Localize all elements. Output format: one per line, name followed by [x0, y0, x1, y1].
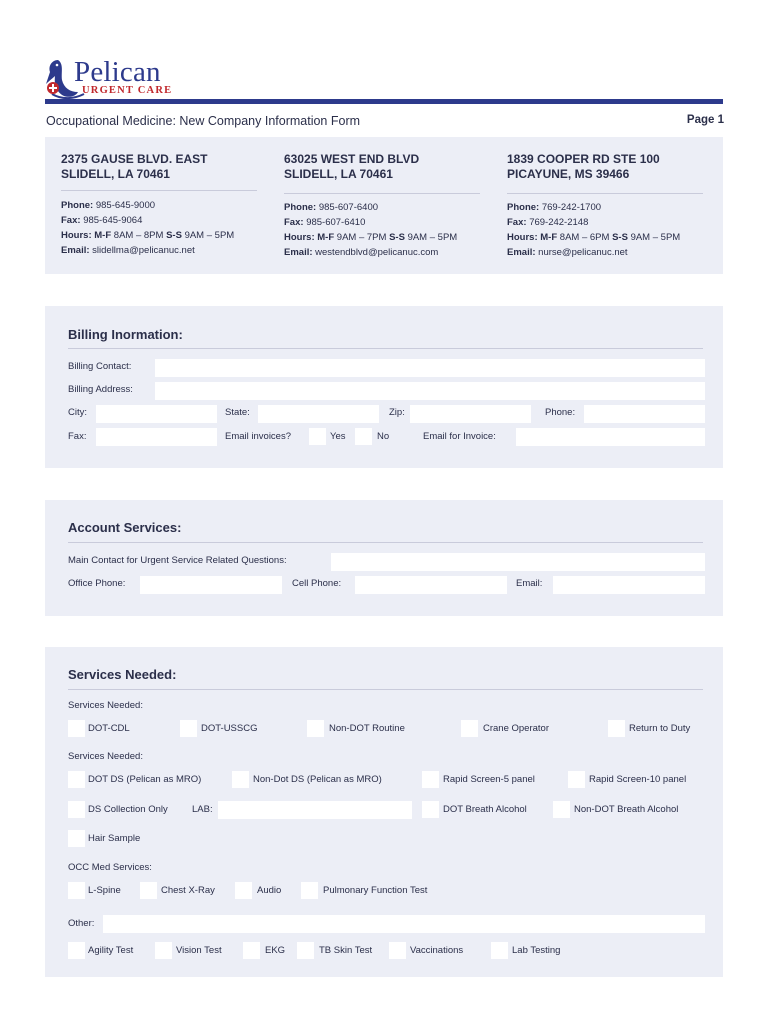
account-email-input[interactable]: [553, 576, 705, 594]
email-for-invoice-label: Email for Invoice:: [423, 431, 496, 442]
email-invoices-label: Email invoices?: [225, 431, 291, 442]
billing-address-label: Billing Address:: [68, 384, 133, 395]
non-dot-ds-checkbox[interactable]: [232, 771, 249, 788]
location-phone: 985-607-6400: [318, 202, 379, 213]
lab-testing-checkbox[interactable]: [491, 942, 508, 959]
phone-label: Phone:: [284, 202, 317, 213]
vision-test-checkbox[interactable]: [155, 942, 172, 959]
location-divider: [61, 190, 257, 191]
ekg-label: EKG: [265, 945, 286, 956]
email-label: Email:: [284, 247, 313, 258]
state-label: State:: [225, 407, 250, 418]
hours-weekday-label: M-F: [317, 232, 335, 243]
hair-sample-checkbox[interactable]: [68, 830, 85, 847]
location-address-line2: PICAYUNE, MS 39466: [507, 167, 630, 181]
other-input[interactable]: [103, 915, 705, 933]
hours-weekend-label: S-S: [612, 232, 628, 243]
form-title: Occupational Medicine: New Company Information Form: [46, 114, 361, 128]
dot-breath-alcohol-label: DOT Breath Alcohol: [443, 804, 527, 815]
non-dot-routine-checkbox[interactable]: [307, 720, 324, 737]
rapid-screen-10-label: Rapid Screen-10 panel: [589, 774, 687, 785]
non-dot-ds-label: Non-Dot DS (Pelican as MRO): [253, 774, 382, 785]
billing-contact-label: Billing Contact:: [68, 361, 132, 372]
vaccinations-label: Vaccinations: [410, 945, 464, 956]
chest-xray-label: Chest X-Ray: [161, 885, 215, 896]
vaccinations-checkbox[interactable]: [389, 942, 406, 959]
hours-weekend: 9AM – 5PM: [184, 230, 235, 241]
services-section-title: Services Needed:: [68, 667, 177, 682]
rapid-screen-5-checkbox[interactable]: [422, 771, 439, 788]
hours-weekend-label: S-S: [389, 232, 405, 243]
location-address-line2: SLIDELL, LA 70461: [284, 167, 393, 181]
email-invoices-no-checkbox[interactable]: [355, 428, 372, 445]
hours-weekday: 8AM – 6PM: [559, 232, 610, 243]
location-email: slidellma@pelicanuc.net: [92, 245, 195, 256]
lab-input[interactable]: [218, 801, 412, 819]
dot-ds-label: DOT DS (Pelican as MRO): [88, 774, 202, 785]
dot-cdl-checkbox[interactable]: [68, 720, 85, 737]
chest-xray-checkbox[interactable]: [140, 882, 157, 899]
non-dot-routine-label: Non-DOT Routine: [329, 723, 405, 734]
dot-ds-checkbox[interactable]: [68, 771, 85, 788]
email-invoices-no-label: No: [377, 431, 390, 442]
ekg-checkbox[interactable]: [243, 942, 260, 959]
hours-weekday: 9AM – 7PM: [336, 232, 387, 243]
location-email: westendblvd@pelicanuc.com: [315, 247, 439, 258]
email-label: Email:: [61, 245, 90, 256]
fax-input[interactable]: [96, 428, 217, 446]
account-section-title: Account Services:: [68, 520, 182, 535]
zip-input[interactable]: [410, 405, 531, 423]
state-input[interactable]: [258, 405, 379, 423]
dot-breath-alcohol-checkbox[interactable]: [422, 801, 439, 818]
location-address-line1: 2375 GAUSE BLVD. EAST: [61, 152, 208, 166]
hours-weekday: 8AM – 8PM: [113, 230, 164, 241]
billing-rule: [68, 348, 703, 349]
other-label: Other:: [68, 918, 95, 929]
non-dot-breath-alcohol-label: Non-DOT Breath Alcohol: [574, 804, 679, 815]
email-for-invoice-input[interactable]: [516, 428, 705, 446]
rapid-screen-5-label: Rapid Screen-5 panel: [443, 774, 535, 785]
tb-skin-test-label: TB Skin Test: [319, 945, 373, 956]
dot-usscg-checkbox[interactable]: [180, 720, 197, 737]
location-picayune: [507, 152, 717, 260]
cell-phone-input[interactable]: [355, 576, 507, 594]
hours-weekend: 9AM – 5PM: [630, 232, 681, 243]
location-phone: 985-645-9000: [95, 200, 156, 211]
phone-label: Phone:: [507, 202, 540, 213]
agility-test-checkbox[interactable]: [68, 942, 85, 959]
location-email: nurse@pelicanuc.net: [538, 247, 628, 258]
return-to-duty-checkbox[interactable]: [608, 720, 625, 737]
office-phone-label: Office Phone:: [68, 578, 126, 589]
rapid-screen-10-checkbox[interactable]: [568, 771, 585, 788]
hours-weekday-label: M-F: [94, 230, 112, 241]
main-contact-label: Main Contact for Urgent Service Related Questions:: [68, 555, 287, 566]
dot-cdl-label: DOT-CDL: [88, 723, 130, 734]
fax-label: Fax:: [68, 431, 87, 442]
audio-label: Audio: [257, 885, 282, 896]
hours-label: Hours:: [61, 230, 92, 241]
vision-test-label: Vision Test: [176, 945, 222, 956]
account-rule: [68, 542, 703, 543]
hours-weekend-label: S-S: [166, 230, 182, 241]
dot-usscg-label: DOT-USSCG: [201, 723, 258, 734]
location-fax: 769-242-2148: [529, 217, 589, 228]
hours-label: Hours:: [284, 232, 315, 243]
location-address-line2: SLIDELL, LA 70461: [61, 167, 170, 181]
hair-sample-label: Hair Sample: [88, 833, 141, 844]
location-divider: [507, 193, 703, 194]
email-label: Email:: [507, 247, 536, 258]
location-fax: 985-607-6410: [306, 217, 366, 228]
location-fax: 985-645-9064: [83, 215, 143, 226]
zip-label: Zip:: [389, 407, 405, 418]
lab-testing-label: Lab Testing: [512, 945, 561, 956]
hours-weekend: 9AM – 5PM: [407, 232, 458, 243]
city-input[interactable]: [96, 405, 217, 423]
email-invoices-yes-label: Yes: [330, 431, 346, 442]
billing-address-input[interactable]: [155, 382, 705, 400]
fax-label: Fax:: [507, 217, 527, 228]
cell-phone-label: Cell Phone:: [292, 578, 342, 589]
services-group2-label: Services Needed:: [68, 751, 143, 762]
pulmonary-function-label: Pulmonary Function Test: [323, 885, 428, 896]
account-email-label: Email:: [516, 578, 543, 589]
phone-label: Phone:: [61, 200, 94, 211]
page-number: Page 1: [686, 114, 724, 126]
lab-label: LAB:: [192, 804, 213, 815]
ds-collection-checkbox[interactable]: [68, 801, 85, 818]
pulmonary-function-checkbox[interactable]: [301, 882, 318, 899]
fax-label: Fax:: [61, 215, 81, 226]
email-invoices-yes-checkbox[interactable]: [309, 428, 326, 445]
billing-contact-input[interactable]: [155, 359, 705, 377]
services-group1-label: Services Needed:: [68, 700, 143, 711]
logo-subtitle: URGENT CARE: [82, 85, 173, 96]
fax-label: Fax:: [284, 217, 304, 228]
crane-operator-checkbox[interactable]: [461, 720, 478, 737]
hours-weekday-label: M-F: [540, 232, 558, 243]
location-gause: [61, 152, 271, 258]
location-address-line1: 1839 COOPER RD STE 100: [507, 152, 660, 166]
ds-collection-label: DS Collection Only: [88, 804, 168, 815]
return-to-duty-label: Return to Duty: [629, 723, 691, 734]
billing-phone-input[interactable]: [584, 405, 705, 423]
audio-checkbox[interactable]: [235, 882, 252, 899]
l-spine-label: L-Spine: [88, 885, 121, 896]
billing-section-title: Billing Inormation:: [68, 327, 183, 342]
logo-name: Pelican: [74, 56, 161, 88]
crane-operator-label: Crane Operator: [483, 723, 550, 734]
non-dot-breath-alcohol-checkbox[interactable]: [553, 801, 570, 818]
city-label: City:: [68, 407, 87, 418]
l-spine-checkbox[interactable]: [68, 882, 85, 899]
tb-skin-test-checkbox[interactable]: [297, 942, 314, 959]
header-rule: [45, 99, 723, 104]
services-rule: [68, 689, 703, 690]
locations-panel: [45, 137, 723, 274]
billing-phone-label: Phone:: [545, 407, 576, 418]
agility-test-label: Agility Test: [88, 945, 134, 956]
location-divider: [284, 193, 480, 194]
location-phone: 769-242-1700: [541, 202, 602, 213]
location-west-end: [284, 152, 494, 260]
location-address-line1: 63025 WEST END BLVD: [284, 152, 420, 166]
occ-med-label: OCC Med Services:: [68, 862, 152, 873]
hours-label: Hours:: [507, 232, 538, 243]
main-contact-input[interactable]: [331, 553, 705, 571]
office-phone-input[interactable]: [140, 576, 282, 594]
